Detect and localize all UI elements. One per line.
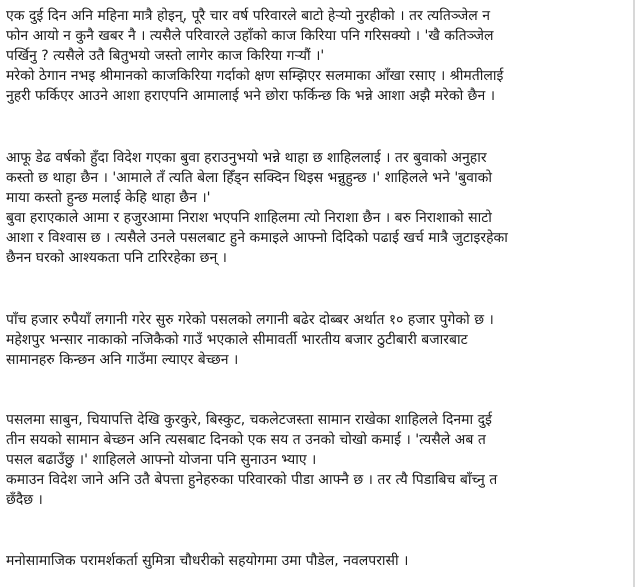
paragraph-line: एक दुई दिन अनि महिना मात्रै होइन्, पूरै चार वर्ष परिवारले बाटो हेर्‍यो नुरहीको । तर त्यतिञ्जेल न (6, 8, 491, 24)
paragraph-line: नुहरी फर्किएर आउने आशा हराएपनि आमालाई भने छोरा फर्किन्छ कि भन्ने आशा अझै मरेको छैन । (6, 88, 496, 104)
paragraph-1 (6, 6, 503, 106)
paragraph-line: मरेको ठेगान नभइ श्रीमानको काजकिरिया गर्दाको क्षण सम्झिएर सलमाका आँखा रसाए । श्रीमतीलाई (6, 68, 504, 84)
paragraph-line: महेशपुर भन्सार नाकाको नजिकैको गाउँ भएकाले सीमावर्ती भारतीय बजार ठुटीबारी बजारबाट (6, 332, 468, 348)
paragraph-line: फोन आयो न कुनै खबर नै । त्यसैले परिवारले उहाँको काज किरिया पनि गरिसक्यो । 'खै कतिञ्जेल (6, 28, 494, 44)
paragraph-line: कस्तो छ थाहा छैन । 'आमाले तँ त्यति बेला हिँड्न सक्दिन थिइस भन्नुहुन्छ ।' शाहिलले भने 'बुवाको (6, 170, 492, 186)
paragraph-line: कमाउन विदेश जाने अनि उतै बेपत्ता हुनेहरुका परिवारको पीडा आफ्नै छ । तर त्यै पिडाबिच बाँच्नु त (6, 472, 498, 488)
paragraph-line: पाँच हजार रुपैयाँ लगानी गरेर सुरु गरेको पसलको लगानी बढेर दोब्बर अर्थात १० हजार पुगेको छ । (6, 312, 494, 328)
paragraph-line: बुवा हराएकाले आमा र हजुरआमा निराश भएपनि शाहिलमा त्यो निराशा छैन । बरु निराशाको साटो (6, 210, 492, 226)
paragraph-line: छैनन घरको आश्यकता पनि टारिरहेका छन् । (6, 250, 227, 266)
paragraph-line: आशा र विश्वास छ । त्यसैले उनले पसलबाट हुने कमाइले आफ्नो दिदिको पढाई खर्च मात्रै जुटाइरहेका (6, 230, 508, 246)
paragraph-4 (6, 410, 497, 510)
paragraph-line: सामानहरु किन्छन अनि गाउँमा ल्याएर बेच्छन । (6, 352, 239, 368)
credit-line: मनोसामाजिक परामर्शकर्ता सुमित्रा चौधरीको सहयोगमा उमा पौडेल, नवलपरासी । (6, 553, 409, 569)
paragraph-3 (6, 310, 494, 370)
paragraph-line: पसल बढाउँछु ।' शाहिलले आफ्नो योजना पनि सुनाउन भ्याए । (6, 452, 317, 468)
paragraph-line: तीन सयको सामान बेच्छन अनि त्यसबाट दिनको एक सय त उनको चोखो कमाई । 'त्यसैले अब त (6, 432, 486, 448)
paragraph-line: पसलमा साबुन, चियापत्ति देखि कुरकुरे, बिस्कुट, चकलेटजस्ता सामान राखेका शाहिलले दिनमा दुई (6, 412, 492, 428)
paragraph-line: माया कस्तो हुन्छ मलाई केहि थाहा छैन ।' (6, 190, 211, 206)
paragraph-line: छँदैछ । (6, 492, 43, 508)
paragraph-credit (6, 551, 408, 571)
paragraph-line: पर्खिनु ? त्यसैले उतै बितुभयो जस्तो लागेर काज किरिया गर्‍यौं ।' (6, 48, 325, 64)
paragraph-line: आफू डेढ वर्षको हुँदा विदेश गएका बुवा हराउनुभयो भन्ने थाहा छ शाहिललाई । तर बुवाको अनुहार (6, 150, 487, 166)
paragraph-2 (6, 148, 508, 268)
